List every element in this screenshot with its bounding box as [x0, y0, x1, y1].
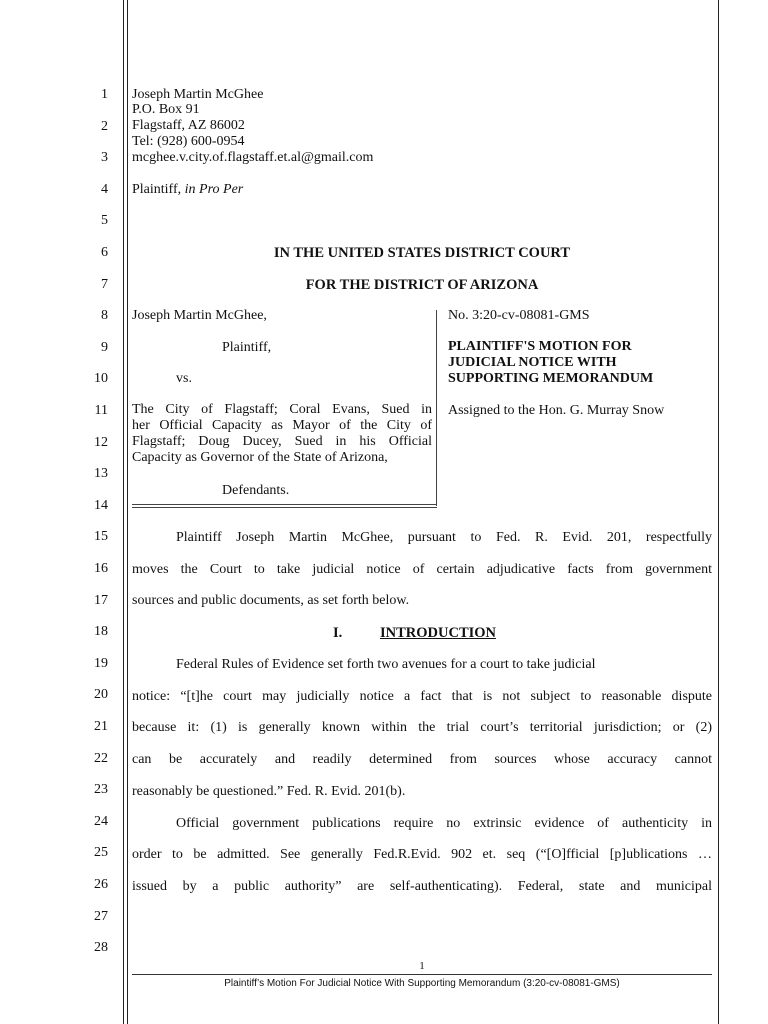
line-number: 17: [94, 592, 108, 608]
intro-line: moves the Court to take judicial notice of certain adjudicative facts from government: [132, 562, 712, 577]
margin-rule-left-2: [127, 0, 128, 1024]
header-role: [132, 182, 243, 198]
line-number: 1: [101, 87, 108, 102]
caption-plaintiff-label: Plaintiff,: [222, 340, 272, 355]
line-number: 25: [94, 845, 108, 861]
para2-line: order to be admitted. See generally Fed.R.Evid. 902 et. seq (“[O]fficial [p]ublications …: [132, 847, 712, 862]
case-number: No. 3:20-cv-08081-GMS: [448, 308, 590, 323]
para1-line: because it: (1) is generally known within the trial court’s territorial jurisdiction; or (2): [132, 720, 712, 735]
para2-line: issued by a public authority” are self-authenticating). Federal, state and municipal: [132, 879, 712, 894]
line-number: 9: [101, 339, 108, 355]
line-number: 7: [101, 276, 108, 292]
caption-defendants-line: Flagstaff; Doug Ducey, Sued in his Official: [132, 434, 432, 449]
line-number: 18: [94, 624, 108, 640]
para1-line: can be accurately and readily determined from sources whose accuracy cannot: [132, 752, 712, 767]
caption-divider-vertical: [436, 310, 437, 506]
line-number: 11: [94, 403, 108, 418]
line-number: 3: [101, 150, 108, 166]
line-number: 15: [94, 529, 108, 545]
line-number: 27: [94, 908, 108, 924]
para1-line: Federal Rules of Evidence set forth two avenues for a court to take judicial: [176, 657, 596, 672]
header-role-prefix: Plaintiff,: [132, 182, 185, 197]
header-tel: Tel: (928) 600-0954: [132, 134, 245, 149]
line-number: 12: [94, 434, 108, 450]
margin-rule-right: [718, 0, 719, 1024]
line-number: 21: [94, 719, 108, 734]
caption-defendants-line: The City of Flagstaff; Coral Evans, Sued in: [132, 402, 432, 417]
line-number: 28: [94, 940, 108, 956]
caption-defendants-label: Defendants.: [222, 483, 290, 498]
line-number: 24: [94, 813, 108, 829]
para2-line: Official government publications require no extrinsic evidence of authenticity in: [176, 816, 712, 831]
court-line-1: IN THE UNITED STATES DISTRICT COURT: [273, 245, 571, 261]
caption-plaintiff-name: Joseph Martin McGhee,: [132, 308, 267, 323]
margin-rule-left-1: [123, 0, 124, 1024]
header-role-italic: in Pro Per: [184, 182, 244, 197]
page-number: 1: [419, 960, 425, 972]
line-number: 22: [94, 750, 108, 766]
line-number: 26: [94, 877, 108, 892]
footer-text: Plaintiff’s Motion For Judicial Notice With Supporting Memorandum (3:20-cv-08081-GMS): [224, 978, 620, 989]
line-number: 2: [101, 118, 108, 134]
header-name: Joseph Martin McGhee: [132, 87, 264, 102]
section-number: I.: [333, 625, 343, 641]
line-number: 8: [101, 308, 108, 324]
line-number: 16: [94, 561, 108, 576]
caption-defendants-line: Capacity as Governor of the State of Arizona,: [132, 450, 388, 465]
caption-vs: vs.: [176, 371, 192, 386]
line-number: 23: [94, 782, 108, 798]
footer-rule: [132, 974, 712, 975]
motion-title-line: PLAINTIFF'S MOTION FOR: [448, 339, 632, 354]
motion-title-line: SUPPORTING MEMORANDUM: [448, 371, 654, 386]
line-number: 20: [94, 687, 108, 703]
caption-defendants: [132, 402, 432, 466]
assigned-judge: Assigned to the Hon. G. Murray Snow: [448, 403, 665, 418]
intro-line: Plaintiff Joseph Martin McGhee, pursuant to Fed. R. Evid. 201, respectfully: [176, 530, 712, 545]
header-po-box: P.O. Box 91: [132, 102, 200, 117]
header-email: mcghee.v.city.of.flagstaff.et.al@gmail.com: [132, 150, 374, 165]
line-number: 4: [101, 181, 108, 197]
motion-title-line: JUDICIAL NOTICE WITH: [448, 355, 617, 370]
line-number: 6: [101, 245, 108, 260]
para1-line: reasonably be questioned.” Fed. R. Evid. 201(b).: [132, 784, 406, 799]
section-title: INTRODUCTION: [380, 625, 497, 641]
para1-line: notice: “[t]he court may judicially notice a fact that is not subject to reasonable dispute: [132, 689, 712, 704]
caption-divider-bottom-2: [132, 507, 437, 508]
line-number: 14: [94, 497, 108, 513]
header-city: Flagstaff, AZ 86002: [132, 118, 245, 133]
intro-line: sources and public documents, as set forth below.: [132, 593, 410, 608]
court-line-2: FOR THE DISTRICT OF ARIZONA: [305, 277, 539, 293]
caption-defendants-line: her Official Capacity as Mayor of the City of: [132, 418, 432, 433]
line-number: 13: [94, 466, 108, 482]
caption-divider-bottom-1: [132, 504, 437, 505]
line-number: 10: [94, 371, 108, 387]
line-number: 5: [101, 213, 108, 229]
line-number: 19: [94, 655, 108, 671]
motion-title: [448, 339, 718, 387]
